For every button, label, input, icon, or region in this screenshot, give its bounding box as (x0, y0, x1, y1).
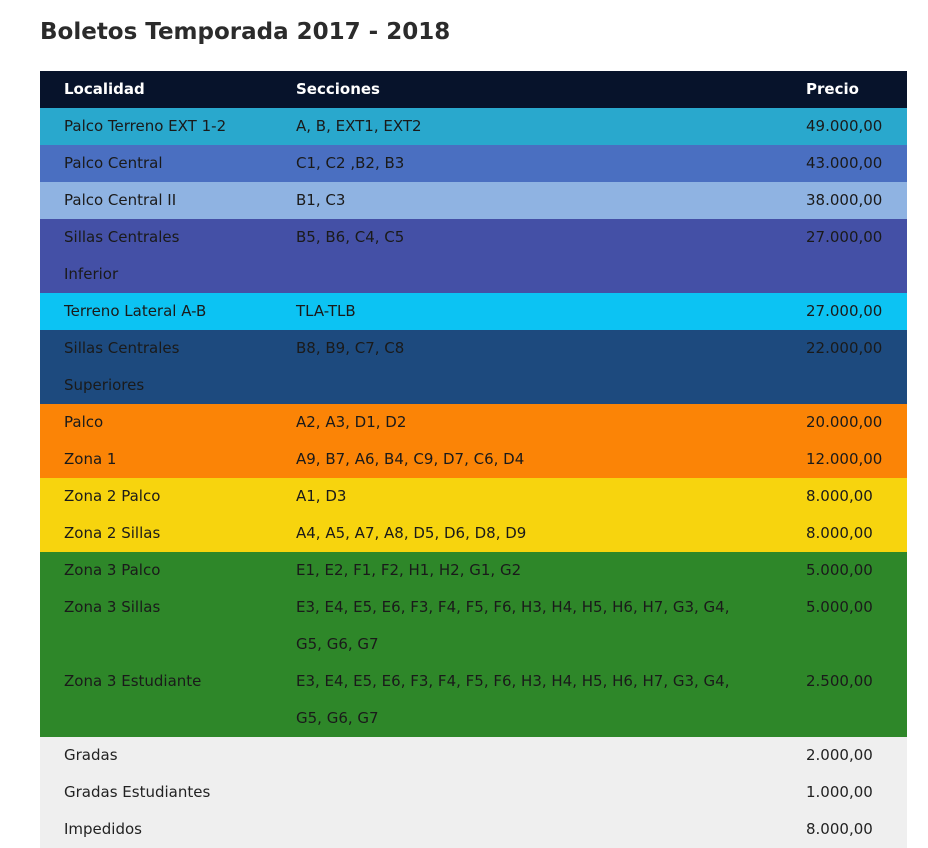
table-row (40, 219, 907, 293)
cell-precio: 2.000,00 (806, 746, 873, 764)
table-row (40, 663, 907, 737)
table-row (40, 404, 907, 441)
header-precio: Precio (782, 71, 907, 108)
cell-precio: 38.000,00 (806, 191, 883, 209)
cell-secciones (272, 737, 782, 774)
table-header-row (40, 71, 907, 108)
table-row (40, 737, 907, 774)
cell-localidad: Impedidos (64, 820, 142, 838)
table-row (40, 145, 907, 182)
cell-secciones (272, 774, 782, 811)
table-row (40, 515, 907, 552)
table-row (40, 108, 907, 145)
cell-localidad: Palco Central II (64, 191, 177, 209)
table-row (40, 552, 907, 589)
cell-precio: 12.000,00 (806, 450, 883, 468)
header-localidad: Localidad (40, 71, 272, 108)
cell-localidad: Sillas Centrales Inferior (64, 228, 180, 283)
page-title: Boletos Temporada 2017 - 2018 (40, 19, 451, 45)
table-row (40, 774, 907, 811)
cell-precio: 43.000,00 (806, 154, 883, 172)
cell-secciones: C1, C2 ,B2, B3 (296, 154, 405, 172)
cell-precio: 5.000,00 (806, 561, 873, 579)
cell-localidad: Zona 3 Palco (64, 561, 161, 579)
table-body (40, 108, 907, 848)
cell-precio: 49.000,00 (806, 117, 883, 135)
cell-precio: 22.000,00 (806, 339, 883, 357)
table-row (40, 293, 907, 330)
table-row (40, 589, 907, 663)
cell-precio: 8.000,00 (806, 820, 873, 838)
cell-localidad: Zona 1 (64, 450, 117, 468)
cell-localidad: Zona 3 Sillas (64, 598, 161, 616)
cell-localidad: Sillas Centrales Superiores (64, 339, 180, 394)
cell-precio: 20.000,00 (806, 413, 883, 431)
cell-precio: 1.000,00 (806, 783, 873, 801)
cell-precio: 27.000,00 (806, 302, 883, 320)
cell-localidad: Palco (64, 413, 104, 431)
table-row (40, 441, 907, 478)
cell-localidad: Gradas (64, 746, 118, 764)
cell-precio: 5.000,00 (806, 598, 873, 616)
cell-localidad: Zona 3 Estudiante (64, 672, 202, 690)
cell-secciones: B1, C3 (296, 191, 346, 209)
header-secciones: Secciones (272, 71, 782, 108)
cell-secciones: B5, B6, C4, C5 (296, 228, 405, 246)
cell-localidad: Gradas Estudiantes (64, 783, 211, 801)
cell-precio: 27.000,00 (806, 228, 883, 246)
cell-secciones: B8, B9, C7, C8 (296, 339, 405, 357)
table-row (40, 811, 907, 848)
cell-localidad: Zona 2 Sillas (64, 524, 161, 542)
cell-secciones: A4, A5, A7, A8, D5, D6, D8, D9 (296, 524, 527, 542)
cell-precio: 2.500,00 (806, 672, 873, 690)
price-table (40, 71, 907, 848)
cell-secciones: TLA-TLB (296, 302, 356, 320)
cell-secciones: A2, A3, D1, D2 (296, 413, 407, 431)
cell-localidad: Palco Central (64, 154, 163, 172)
cell-precio: 8.000,00 (806, 524, 873, 542)
cell-localidad: Terreno Lateral A-B (64, 302, 207, 320)
cell-localidad: Zona 2 Palco (64, 487, 161, 505)
table-row (40, 182, 907, 219)
cell-secciones: A, B, EXT1, EXT2 (296, 117, 422, 135)
table-row (40, 330, 907, 404)
cell-secciones (272, 811, 782, 848)
cell-secciones: A9, B7, A6, B4, C9, D7, C6, D4 (296, 450, 525, 468)
table-row (40, 478, 907, 515)
cell-secciones: E3, E4, E5, E6, F3, F4, F5, F6, H3, H4, H5, H6, H7, G3, G4, G5, G6, G7 (296, 598, 730, 653)
cell-secciones: A1, D3 (296, 487, 347, 505)
cell-precio: 8.000,00 (806, 487, 873, 505)
cell-secciones: E3, E4, E5, E6, F3, F4, F5, F6, H3, H4, H5, H6, H7, G3, G4, G5, G6, G7 (296, 672, 730, 727)
cell-secciones: E1, E2, F1, F2, H1, H2, G1, G2 (296, 561, 522, 579)
cell-localidad: Palco Terreno EXT 1-2 (64, 117, 227, 135)
